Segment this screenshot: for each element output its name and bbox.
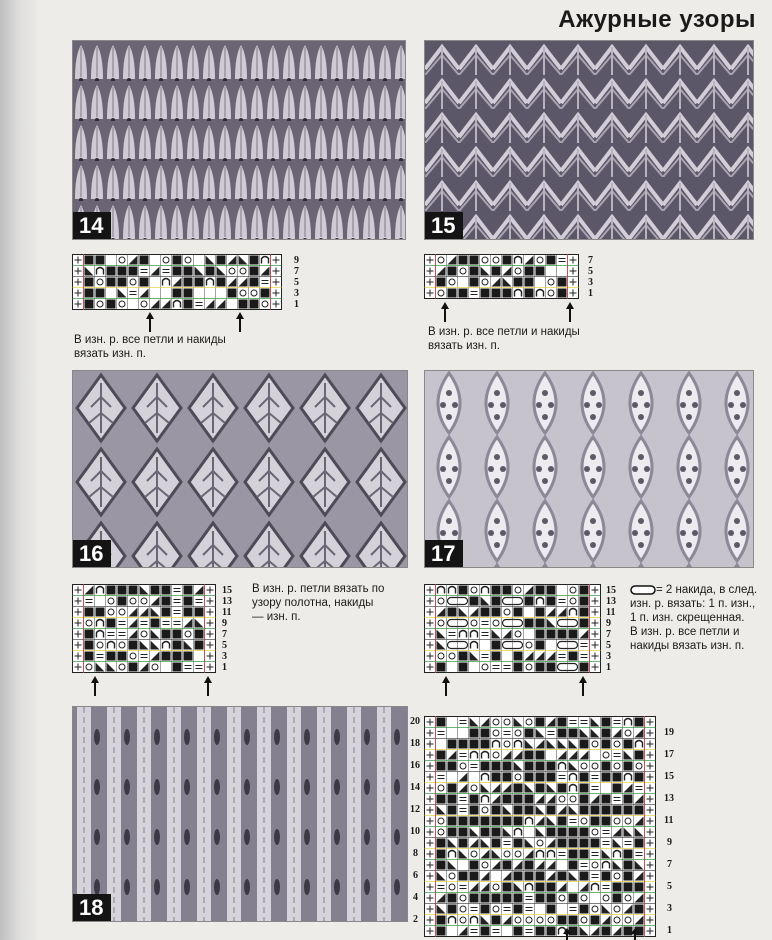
knitting-chart-18	[424, 716, 656, 937]
row-label: 11	[664, 815, 674, 826]
row-label: 13	[606, 596, 616, 607]
note-line: вязать изн. п.	[74, 348, 146, 360]
row-label: 9	[606, 618, 611, 629]
up-arrow-icon	[90, 676, 100, 696]
oval-icon	[630, 585, 656, 595]
note-line: В изн. р. все петли и накиды	[74, 334, 226, 346]
row-label: 9	[222, 618, 227, 629]
row-label: 17	[664, 749, 674, 760]
row-label: 6	[413, 870, 418, 881]
row-label: 7	[588, 255, 593, 266]
note-line: В изн. р. петли вязать по	[252, 583, 385, 595]
note-line: В изн. р. все петли и	[630, 626, 740, 638]
knitting-chart-15	[424, 254, 579, 299]
book-spine-shadow	[0, 0, 40, 940]
row-label: 15	[222, 585, 232, 596]
swatch-texture	[73, 371, 407, 567]
swatch-photo-17	[424, 370, 754, 568]
row-label: 9	[667, 837, 672, 848]
row-label: 3	[606, 651, 611, 662]
swatch-texture	[73, 707, 407, 921]
row-label: 8	[413, 848, 418, 859]
row-label: 19	[664, 727, 674, 738]
chart-grid	[72, 254, 282, 310]
swatch-photo-15	[424, 40, 754, 240]
chart-grid	[424, 716, 656, 937]
row-label: 5	[667, 881, 672, 892]
up-arrow-icon	[441, 676, 451, 696]
up-arrow-icon	[565, 302, 575, 322]
legend-text: = 2 накида, в след.	[656, 584, 758, 596]
up-arrow-icon	[440, 302, 450, 322]
row-label: 5	[222, 640, 227, 651]
page-title: Ажурные узоры	[558, 6, 756, 33]
row-label: 13	[222, 596, 232, 607]
row-label: 10	[410, 826, 420, 837]
swatch-texture	[425, 41, 753, 239]
swatch-photo-18	[72, 706, 408, 922]
note-line: узору полотна, накиды	[252, 597, 374, 609]
chart-note-14	[74, 333, 226, 361]
note-line	[630, 583, 768, 597]
note-line: 1 п. изн. скрещенная.	[630, 612, 745, 624]
up-arrow-icon	[203, 676, 213, 696]
note-line: В изн. р. все петли и накиды	[428, 326, 580, 338]
note-line: вязать изн. п.	[428, 340, 500, 352]
chart-note-15	[428, 325, 580, 353]
swatch-texture	[73, 41, 405, 239]
row-label: 1	[222, 662, 227, 673]
row-label: 3	[667, 903, 672, 914]
chart-grid	[424, 254, 579, 299]
row-label: 7	[667, 859, 672, 870]
pattern-number-badge: 15	[425, 212, 463, 239]
up-arrow-icon	[235, 312, 245, 332]
row-label: 9	[294, 255, 299, 266]
row-label: 18	[410, 738, 420, 749]
row-label: 7	[222, 629, 227, 640]
row-label: 15	[664, 771, 674, 782]
note-line: — изн. п.	[252, 611, 301, 623]
row-label: 11	[606, 607, 616, 618]
knitting-chart-14	[72, 254, 282, 310]
row-label: 20	[410, 716, 420, 727]
row-label: 14	[410, 782, 420, 793]
row-label: 5	[588, 266, 593, 277]
note-line: изн. р. вязать: 1 п. изн.,	[630, 598, 756, 610]
row-label: 1	[606, 662, 611, 673]
pattern-number-badge: 17	[425, 540, 463, 567]
row-label: 11	[222, 607, 232, 618]
row-label: 3	[222, 651, 227, 662]
row-label: 13	[664, 793, 674, 804]
chart-note-17	[630, 583, 768, 653]
pattern-number-badge: 16	[73, 540, 111, 567]
row-label: 15	[606, 585, 616, 596]
note-line: накиды вязать изн. п.	[630, 640, 745, 652]
up-arrow-icon	[630, 928, 640, 940]
row-label: 2	[413, 914, 418, 925]
up-arrow-icon	[145, 312, 155, 332]
row-label: 1	[588, 288, 593, 299]
row-label: 5	[294, 277, 299, 288]
knitting-chart-17	[424, 584, 601, 673]
swatch-photo-16	[72, 370, 408, 568]
row-label: 3	[588, 277, 593, 288]
row-label: 7	[294, 266, 299, 277]
row-label: 1	[294, 299, 299, 310]
knitting-chart-16	[72, 584, 216, 673]
swatch-texture	[425, 371, 753, 567]
up-arrow-icon	[562, 928, 572, 940]
pattern-number-badge: 18	[73, 894, 111, 921]
pattern-number-badge: 14	[73, 212, 111, 239]
row-label: 12	[410, 804, 420, 815]
swatch-photo-14	[72, 40, 406, 240]
row-label: 16	[410, 760, 420, 771]
row-label: 5	[606, 640, 611, 651]
row-label: 4	[413, 892, 418, 903]
row-label: 7	[606, 629, 611, 640]
row-label: 3	[294, 288, 299, 299]
chart-grid	[424, 584, 601, 673]
row-label: 1	[667, 925, 672, 936]
chart-note-16	[252, 582, 384, 624]
chart-grid	[72, 584, 216, 673]
up-arrow-icon	[578, 676, 588, 696]
